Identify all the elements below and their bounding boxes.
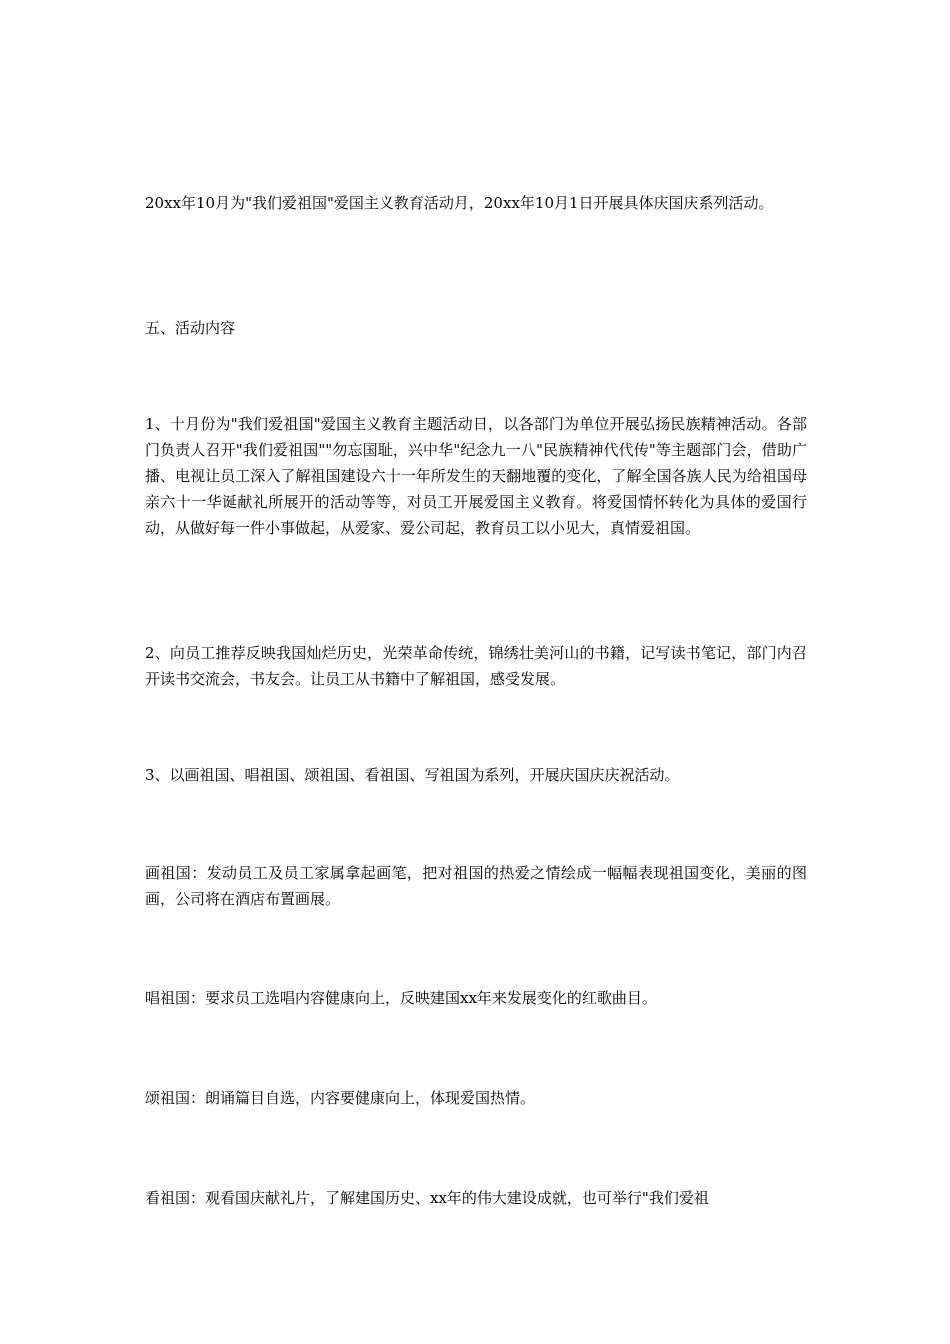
paragraph-item-2: 2、向员工推荐反映我国灿烂历史，光荣革命传统，锦绣壮美河山的书籍，记写读书笔记，部门内召开读书交流会，书友会。让员工从书籍中了解祖国，感受发展。 — [145, 644, 807, 688]
paragraph-sing-motherland: 唱祖国：要求员工选唱内容健康向上，反映建国xx年来发展变化的红歌曲目。 — [145, 989, 657, 1007]
section-heading-activity-content: 五、活动内容 — [145, 319, 236, 337]
paragraph-draw-motherland: 画祖国：发动员工及员工家属拿起画笔，把对祖国的热爱之情绘成一幅幅表现祖国变化，美丽的图画，公司将在酒店布置画展。 — [145, 864, 807, 908]
paragraph-item-1: 1、十月份为"我们爱祖国"爱国主义教育主题活动日，以各部门为单位开展弘扬民族精神活动。各部门负责人召开"我们爱祖国""勿忘国耻，兴中华"纪念九一八"民族精神代代传"等主题部门会，借助广播、电视让员工深入了解祖国建设六十一年所发生的天翻地覆的变化，了解全国各族人民为给祖国母亲六十一华诞献礼所展开的活动等等，对员工开展爱国主义教育。将爱国情怀转化为具体的爱国行动，从做好每一件小事做起，从爱家、爱公司起，教育员工以小见大，真情爱祖国。 — [145, 415, 807, 537]
paragraph-praise-motherland: 颂祖国：朗诵篇目自选，内容要健康向上，体现爱国热情。 — [145, 1089, 536, 1107]
paragraph-item-3: 3、以画祖国、唱祖国、颂祖国、看祖国、写祖国为系列，开展庆国庆庆祝活动。 — [145, 766, 680, 784]
paragraph-watch-motherland: 看祖国：观看国庆献礼片，了解建国历史、xx年的伟大建设成就，也可举行"我们爱祖 — [145, 1189, 709, 1207]
paragraph-activity-month: 20xx年10月为"我们爱祖国"爱国主义教育活动月，20xx年10月1日开展具体庆国庆系列活动。 — [145, 194, 774, 212]
